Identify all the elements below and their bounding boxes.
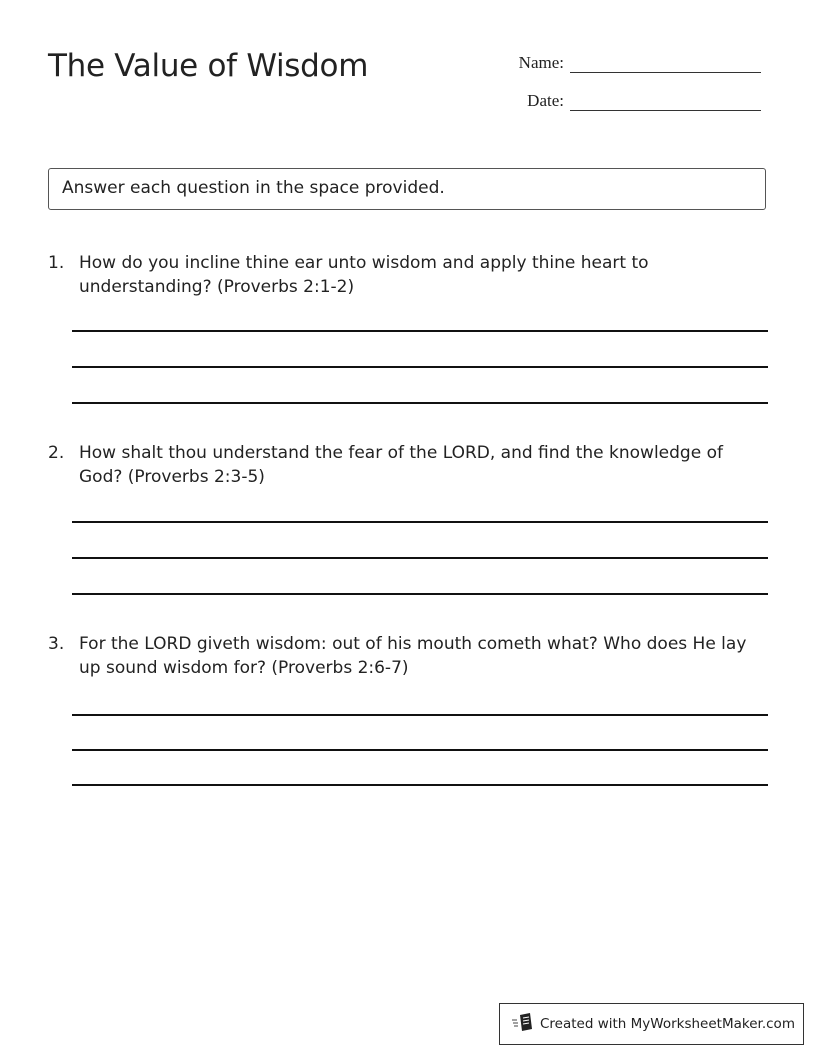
question-number: 2. — [48, 443, 65, 463]
question-text: How shalt thou understand the fear of the LORD, and find the knowledge of God? (Proverbs 2:3-5) — [79, 443, 723, 487]
question-text: How do you incline thine ear unto wisdom and apply thine heart to understanding? (Proverbs 2:1-2) — [79, 253, 649, 297]
name-field — [504, 52, 761, 73]
question-2 — [48, 441, 768, 489]
answer-line[interactable] — [72, 521, 768, 523]
answer-line[interactable] — [72, 749, 768, 751]
answer-line[interactable] — [72, 330, 768, 332]
date-field — [504, 90, 761, 111]
answer-line[interactable] — [72, 557, 768, 559]
question-number: 1. — [48, 253, 65, 273]
answer-line[interactable] — [72, 402, 768, 404]
worksheet-maker-logo-icon — [512, 1012, 540, 1036]
question-3 — [48, 632, 768, 680]
name-label: Name: — [518, 53, 564, 72]
answer-line[interactable] — [72, 784, 768, 786]
page-title: The Value of Wisdom — [48, 48, 369, 84]
date-input-line[interactable] — [570, 90, 761, 111]
footer-credit[interactable] — [499, 1003, 804, 1045]
answer-line[interactable] — [72, 366, 768, 368]
footer-text: Created with MyWorksheetMaker.com — [540, 1016, 795, 1032]
question-number: 3. — [48, 634, 65, 654]
instructions-box: Answer each question in the space provided. — [48, 168, 766, 210]
question-1 — [48, 251, 768, 299]
answer-line[interactable] — [72, 714, 768, 716]
name-input-line[interactable] — [570, 52, 761, 73]
answer-line[interactable] — [72, 593, 768, 595]
question-text: For the LORD giveth wisdom: out of his mouth cometh what? Who does He lay up sound wisdom for? (Proverbs 2:6-7) — [79, 634, 747, 678]
date-label: Date: — [527, 91, 564, 110]
